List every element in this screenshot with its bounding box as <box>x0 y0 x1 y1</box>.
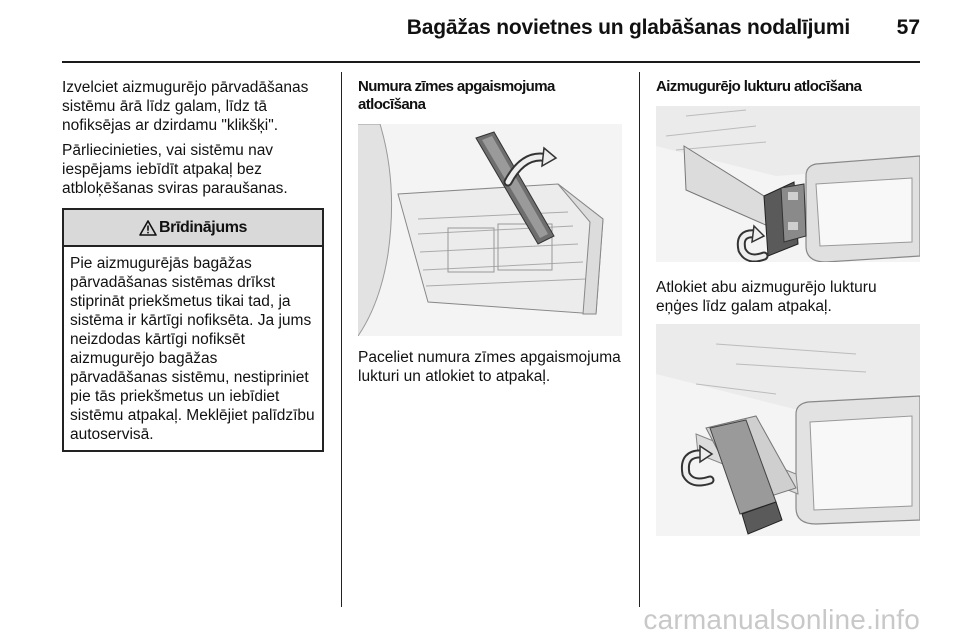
warning-triangle-icon <box>139 220 157 236</box>
page-number: 57 <box>896 16 920 39</box>
warning-header <box>64 210 322 247</box>
page-title: Bagāžas novietnes un glabāšanas nodalījumi <box>406 16 850 39</box>
section-heading-license-light: Numura zīmes apgaismojuma atlocīšana <box>358 78 555 113</box>
warning-title: Brīdinājums <box>158 219 248 236</box>
section-heading-rear-lights: Aizmugurējo lukturu atlocīšana <box>656 78 862 95</box>
watermark: carmanualsonline.info <box>643 604 920 635</box>
rear-light-hinge-illustration <box>656 106 920 262</box>
column-2 <box>358 78 623 392</box>
column-divider-2 <box>639 72 640 607</box>
rear-lights-caption: Atlokiet abu aizmugurējo lukturu eņģes līdz galam atpakaļ. <box>656 279 877 315</box>
header-divider <box>62 61 920 63</box>
instruction-paragraph-2: Pārliecinieties, vai sistēmu nav iespējams iebīdīt atpakaļ bez atbloķēšanas sviras paraušanas. <box>62 142 288 197</box>
warning-body: Pie aizmugurējās bagāžas pārvadāšanas sistēmas drīkst stiprināt priekšmetus tikai tad, ja sistēma ir kārtīgi nofiksēta. Ja jums neizdodas kārtīgi nofiksēt aizmugurējo bagāžas pārvadāšanas sistēmu, nestipriniet pie tās priekšmetus un iebīdiet sistēmu atpakaļ. Meklējiet palīdzību autoservisā. <box>70 255 315 443</box>
instruction-paragraph-1: Izvelciet aizmugurējo pārvadāšanas sistēmu ārā līdz galam, līdz tā nofiksējas ar dzirdamu "klikšķi". <box>62 79 309 134</box>
license-light-caption: Paceliet numura zīmes apgaismojuma lukturi un atlokiet to atpakaļ. <box>358 349 621 385</box>
column-divider-1 <box>341 72 342 607</box>
column-3 <box>656 78 922 536</box>
warning-box <box>62 208 324 452</box>
column-1 <box>62 78 330 452</box>
license-plate-light-illustration <box>358 124 622 336</box>
rear-light-folded-illustration <box>656 324 920 536</box>
